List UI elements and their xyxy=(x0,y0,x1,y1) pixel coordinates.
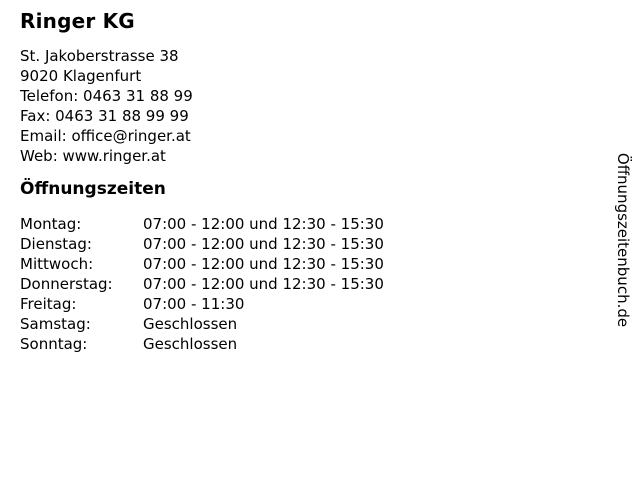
address-street-line: St. Jakoberstrasse 38 xyxy=(20,47,179,65)
opening-hours-row-tuesday xyxy=(20,234,640,254)
day-label: Samstag: xyxy=(20,315,91,333)
web-line: Web: www.ringer.at xyxy=(20,147,166,165)
hours-value: 07:00 - 11:30 xyxy=(143,295,245,313)
hours-value: 07:00 - 12:00 und 12:30 - 15:30 xyxy=(143,255,384,273)
hours-value: 07:00 - 12:00 und 12:30 - 15:30 xyxy=(143,215,384,233)
opening-hours-row-sunday xyxy=(20,334,640,354)
opening-hours-row-thursday xyxy=(20,274,640,294)
hours-value: Geschlossen xyxy=(143,315,238,333)
company-name: Ringer KG xyxy=(20,9,135,33)
opening-hours-row-friday xyxy=(20,294,640,314)
opening-hours-row-wednesday xyxy=(20,254,640,274)
email-line: Email: office@ringer.at xyxy=(20,127,191,145)
day-label: Sonntag: xyxy=(20,335,88,353)
address-city-line: 9020 Klagenfurt xyxy=(20,67,142,85)
opening-hours-row-saturday xyxy=(20,314,640,334)
day-label: Mittwoch: xyxy=(20,255,94,273)
hours-value: 07:00 - 12:00 und 12:30 - 15:30 xyxy=(143,235,384,253)
hours-value: Geschlossen xyxy=(143,335,238,353)
watermark-vertical-text: Öffnungszeitenbuch.de xyxy=(614,152,632,328)
fax-line: Fax: 0463 31 88 99 99 xyxy=(20,107,189,125)
day-label: Montag: xyxy=(20,215,82,233)
opening-hours-heading: Öffnungszeiten xyxy=(20,179,166,199)
phone-line: Telefon: 0463 31 88 99 xyxy=(20,87,193,105)
day-label: Donnerstag: xyxy=(20,275,113,293)
hours-value: 07:00 - 12:00 und 12:30 - 15:30 xyxy=(143,275,384,293)
day-label: Freitag: xyxy=(20,295,77,313)
opening-hours-row-monday xyxy=(20,214,640,234)
contact-block xyxy=(20,46,640,166)
opening-hours-table xyxy=(20,214,640,354)
day-label: Dienstag: xyxy=(20,235,92,253)
